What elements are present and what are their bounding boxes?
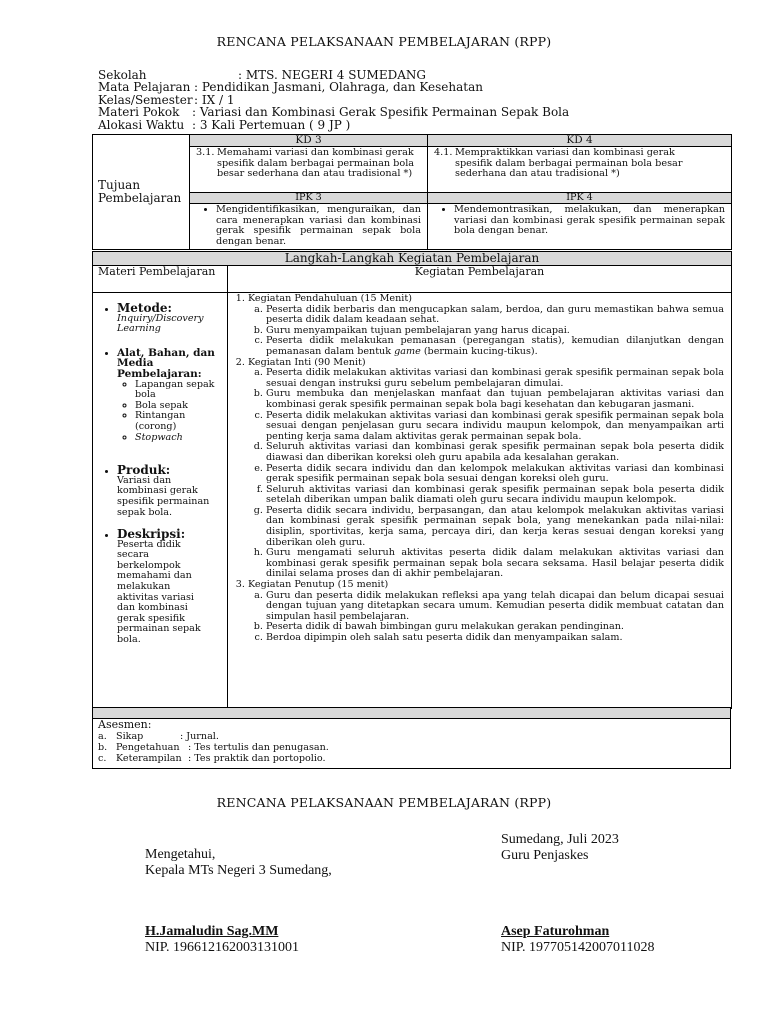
ipk4-header: IPK 4 bbox=[428, 193, 732, 204]
mapel-value: : Pendidikan Jasmani, Olahraga, dan Kesehatan bbox=[194, 80, 483, 95]
kelas-label: Kelas/Semester bbox=[98, 92, 193, 107]
col-materi-header: Materi Pembelajaran bbox=[93, 266, 228, 293]
kegiatan-item: a. Peserta didik melakukan aktivitas variasi dan kombinasi gerak spesifik permainan sepak bola sesuai dengan instruksi guru sebelum pembelajaran dimulai. bbox=[266, 368, 724, 389]
kegiatan-item: b. Guru membuka dan menjelaskan manfaat dan tujuan pembelajaran aktivitas variasi dan kombinasi gerak spesifik permainan sepak bola bagi kesehatan dan kebugaran jasmani. bbox=[266, 389, 724, 410]
alat-item: ◦ Bola sepak bbox=[135, 401, 223, 412]
kegiatan-item: c. Berdoa dipimpin oleh salah satu peserta didik dan menyampaikan salam. bbox=[266, 633, 724, 644]
alat-item: ◦ Lapangan sepak bola bbox=[135, 380, 223, 401]
kd4-number: 4.1. bbox=[434, 147, 453, 158]
metode-heading: • Metode: bbox=[117, 301, 172, 315]
kelas-value: : IX / 1 bbox=[194, 92, 235, 107]
guru-name: Asep Faturohman bbox=[501, 924, 610, 939]
sekolah-value: : MTS. NEGERI 4 SUMEDANG bbox=[238, 68, 426, 82]
kegiatan-item: a. Peserta didik berbaris dan mengucapkan salam, berdoa, dan guru memastikan bahwa semua peserta didik dalam keadaan sehat. bbox=[266, 305, 724, 326]
ipk3-header: IPK 3 bbox=[190, 193, 428, 204]
kegiatan-item: e. Peserta didik secara individu dan dan kelompok melakukan aktivitas variasi dan kombinasi gerak spesifik permainan sepak bola sesuai dengan koreksi oleh guru. bbox=[266, 464, 724, 485]
identity-block bbox=[98, 69, 569, 131]
kd4-cell bbox=[428, 147, 732, 193]
kegiatan-item: b. Peserta didik di bawah bimbingan guru melakukan gerakan pendinginan. bbox=[266, 622, 724, 633]
kegiatan-item: h. Guru mengamati seluruh aktivitas peserta didik dalam melakukan aktivitas variasi dan kombinasi gerak spesifik permainan sepak bola secara seksama. Hasil belajar peserta didik dinilai selama proses dan di akhir pembelajaran. bbox=[266, 548, 724, 580]
asesmen-b-label: Pengetahuan bbox=[116, 742, 180, 753]
kepala-name: H.Jamaludin Sag.MM bbox=[145, 924, 279, 939]
asesmen-a-value: : Jurnal. bbox=[180, 731, 219, 742]
tujuan-label: Tujuan Pembelajaran bbox=[93, 135, 190, 250]
alokasi-label: Alokasi Waktu bbox=[98, 117, 185, 132]
alokasi-value: : 3 Kali Pertemuan ( 9 JP ) bbox=[192, 117, 351, 132]
deskripsi-heading: • Deskripsi: bbox=[117, 527, 186, 542]
kd3-number: 3.1. bbox=[196, 147, 215, 158]
kegiatan-item: d. Seluruh aktivitas variasi dan kombinasi gerak spesifik permainan sepak bola peserta didik diawasi dan diberikan koreksi oleh guru apabila ada kesalahan gerakan. bbox=[266, 442, 724, 463]
page-title: RENCANA PELAKSANAAN PEMBELAJARAN (RPP) bbox=[216, 34, 552, 49]
alat-item: ◦ Rintangan (corong) bbox=[135, 411, 223, 432]
kegiatan-item: g. Peserta didik secara individu, berpasangan, dan atau kelompok melakukan aktivitas variasi dan kombinasi gerak spesifik permainan sepak bola, yang menekankan pada nilai-nilai: disiplin, sportivitas, kerja sama, percaya diri, dan kerja keras sesuai dengan koreksi yang diberikan oleh guru. bbox=[266, 506, 724, 548]
mengetahui-label: Mengetahui, bbox=[145, 847, 216, 862]
produk-value: Variasi dan kombinasi gerak spesifik permainan sepak bola. bbox=[117, 474, 210, 518]
mapel-label: Mata Pelajaran bbox=[98, 80, 191, 95]
guru-label: Guru Penjaskes bbox=[501, 848, 589, 863]
guru-nip: NIP. 197705142007011028 bbox=[501, 940, 655, 955]
kd3-cell bbox=[190, 147, 428, 193]
alat-heading: • Alat, Bahan, dan Media Pembelajaran: bbox=[117, 346, 215, 380]
tujuan-table bbox=[92, 134, 732, 250]
asesmen-b-value: : Tes tertulis dan penugasan. bbox=[188, 742, 329, 753]
sekolah-label: Sekolah bbox=[98, 68, 147, 82]
produk-heading: • Produk: bbox=[117, 463, 171, 478]
kegiatan-item: a. Guru dan peserta didik melakukan refleksi apa yang telah dicapai dan belum dicapai sesuai dengan tujuan yang ditetapkan secara umum. Kemudian peserta didik membuat catatan dan simpulan hasil pembelajaran. bbox=[266, 591, 724, 623]
langkah-table bbox=[92, 251, 732, 709]
inti-heading: Kegiatan Inti (90 Menit) bbox=[248, 356, 366, 368]
materi-column bbox=[93, 293, 228, 709]
materi-value: : Variasi dan Kombinasi Gerak Spesifik Permainan Sepak Bola bbox=[192, 105, 570, 120]
langkah-title: Langkah-Langkah Kegiatan Pembelajaran bbox=[93, 252, 732, 266]
kd3-text: Memahami variasi dan kombinasi gerak spesifik dalam berbagai permainan bola besar sederhana dan atau tradisional *) bbox=[217, 147, 415, 180]
asesmen-a-label: Sikap bbox=[116, 731, 144, 742]
col-kegiatan-header: Kegiatan Pembelajaran bbox=[228, 266, 732, 293]
asesmen-bar bbox=[93, 708, 730, 719]
asesmen-c-value: : Tes praktik dan portopolio. bbox=[188, 753, 326, 764]
ipk3-cell bbox=[190, 204, 428, 250]
kd4-text: Mempraktikkan variasi dan kombinasi gerak spesifik dalam berbagai permainan bola besar sederhana dan atau tradisional *) bbox=[455, 147, 683, 180]
alat-item: ◦ Stopwach bbox=[135, 433, 223, 444]
deskripsi-value: Peserta didik secara berkelompok memahami dan melakukan aktivitas variasi dan kombinasi gerak spesifik permainan sepak bola. bbox=[117, 538, 201, 646]
ipk4-text: • Mendemontrasikan, melakukan, dan menerapkan variasi dan kombinasi gerak spesifik permainan sepak bola dengan benar. bbox=[454, 205, 725, 237]
kd4-header: KD 4 bbox=[428, 135, 732, 147]
asesmen-box: Asesmen: a. Sikap : Jurnal. b. Pengetahuan : Tes tertulis dan penugasan. c. Keterampilan : Tes praktik dan portopolio. bbox=[92, 707, 731, 769]
metode-value: Inquiry/Discovery Learning bbox=[117, 312, 204, 335]
kegiatan-item: f. Seluruh aktivitas variasi dan kombinasi gerak spesifik permainan sepak bola peserta didik setelah diberikan umpan balik diamati oleh guru secara individu maupun kelompok. bbox=[266, 485, 724, 506]
kepala-label: Kepala MTs Negeri 3 Sumedang, bbox=[145, 863, 332, 878]
footer-title: RENCANA PELAKSANAAN PEMBELAJARAN (RPP) bbox=[216, 795, 552, 810]
pendahuluan-heading: Kegiatan Pendahuluan (15 Menit) bbox=[248, 293, 412, 304]
materi-label: Materi Pokok bbox=[98, 105, 180, 120]
place-date: Sumedang, Juli 2023 bbox=[501, 832, 619, 847]
asesmen-c-label: Keterampilan bbox=[116, 753, 182, 764]
kd3-header: KD 3 bbox=[190, 135, 428, 147]
alat-list bbox=[117, 380, 223, 444]
kegiatan-item: b. Guru menyampaikan tujuan pembelajaran yang harus dicapai. bbox=[266, 326, 724, 337]
kegiatan-item: c. Peserta didik melakukan aktivitas variasi dan kombinasi gerak spesifik permainan sepak bola sesuai dengan penjelasan guru secara individu maupun kelompok, dan menyampaikan arti penting kerja sama dalam aktivitas gerak permainan sepak bola. bbox=[266, 411, 724, 443]
kepala-nip: NIP. 196612162003131001 bbox=[145, 940, 300, 955]
ipk3-text: • Mengidentifikasikan, menguraikan, dan cara menerapkan variasi dan kombinasi gerak spesifik permainan sepak bola dengan benar. bbox=[216, 205, 421, 247]
asesmen-title: Asesmen: bbox=[98, 718, 152, 731]
kegiatan-column bbox=[228, 293, 732, 709]
penutup-heading: Kegiatan Penutup (15 menit) bbox=[248, 579, 389, 591]
kegiatan-item: c. Peserta didik melakukan pemanasan (peregangan statis), kemudian dilanjutkan dengan pemanasan dalam bentuk game (bermain kucing-tikus). bbox=[266, 336, 724, 357]
ipk4-cell bbox=[428, 204, 732, 250]
